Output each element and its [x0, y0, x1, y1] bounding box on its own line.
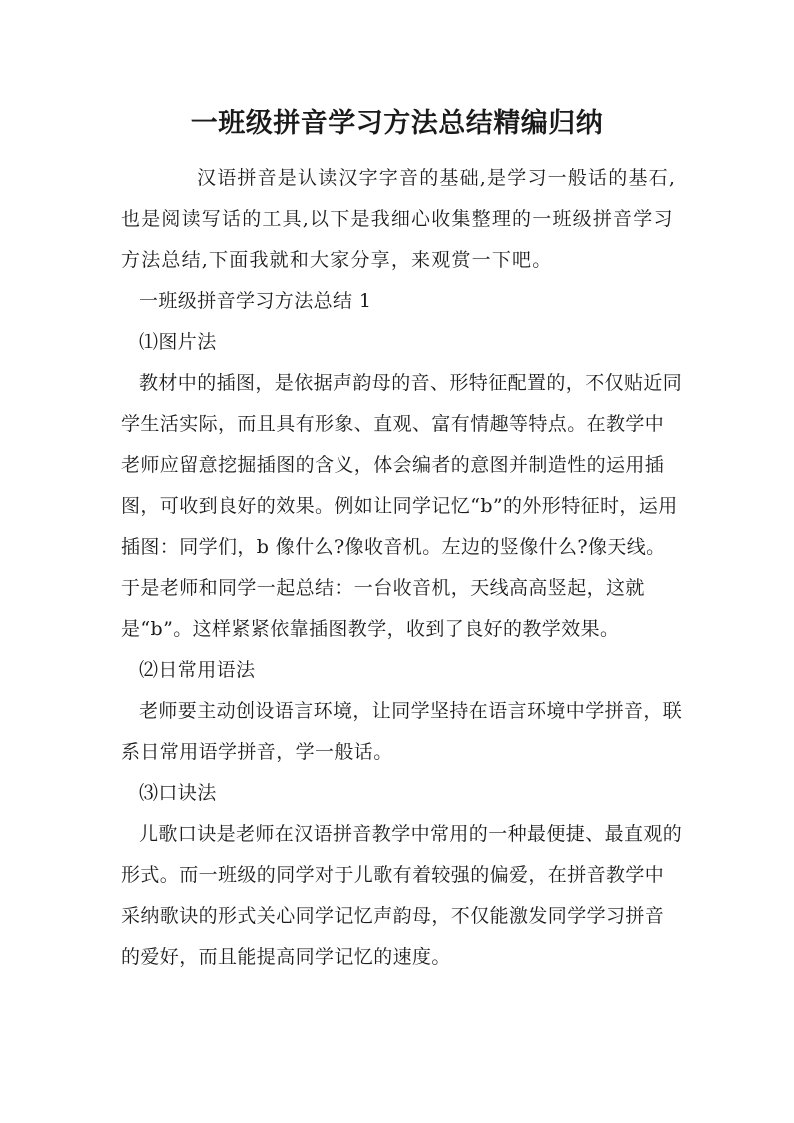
- method-paragraph-pictures: 教材中的插图，是依据声韵母的音、形特征配置的，不仅贴近同学生活实际，而且具有形象、直观、富有情趣等特点。在教学中老师应留意挖掘插图的含义，体会编者的意图并制造性的运用插图，可收到良好的效果。例如让同学记忆“b”的外形特征时，运用插图：同学们，b 像什么?像收音机。左边的竖像什么?像天线。于是老师和同学一起总结：一台收音机，天线高高竖起，这就是“b”。这样紧紧依靠插图教学，收到了良好的教学效果。: [121, 372, 683, 640]
- method-heading-daily-language: ⑵日常用语法: [139, 659, 256, 681]
- method-paragraph-rhymes: 儿歌口诀是老师在汉语拼音教学中常用的一种最便捷、最直观的形式。而一班级的同学对于儿歌有着较强的偏爱，在拼音教学中采纳歌诀的形式关心同学记忆声韵母，不仅能激发同学学习拼音的爱好，而且能提高同学记忆的速度。: [121, 823, 683, 968]
- document-title: 一班级拼音学习方法总结精编归纳: [190, 108, 604, 139]
- method-heading-pictures: ⑴图片法: [139, 331, 217, 353]
- section-heading: 一班级拼音学习方法总结 1: [139, 290, 372, 312]
- method-paragraph-daily-language: 老师要主动创设语言环境，让同学坚持在语言环境中学拼音，联系日常用语学拼音，学一般话。: [121, 700, 683, 763]
- intro-paragraph: 汉语拼音是认读汉字字音的基础,是学习一般话的基石,也是阅读写话的工具,以下是我细心收集整理的一班级拼音学习方法总结,下面我就和大家分享，来观赏一下吧。: [121, 167, 677, 271]
- method-heading-rhymes: ⑶口诀法: [139, 782, 217, 804]
- document-body: [121, 158, 683, 978]
